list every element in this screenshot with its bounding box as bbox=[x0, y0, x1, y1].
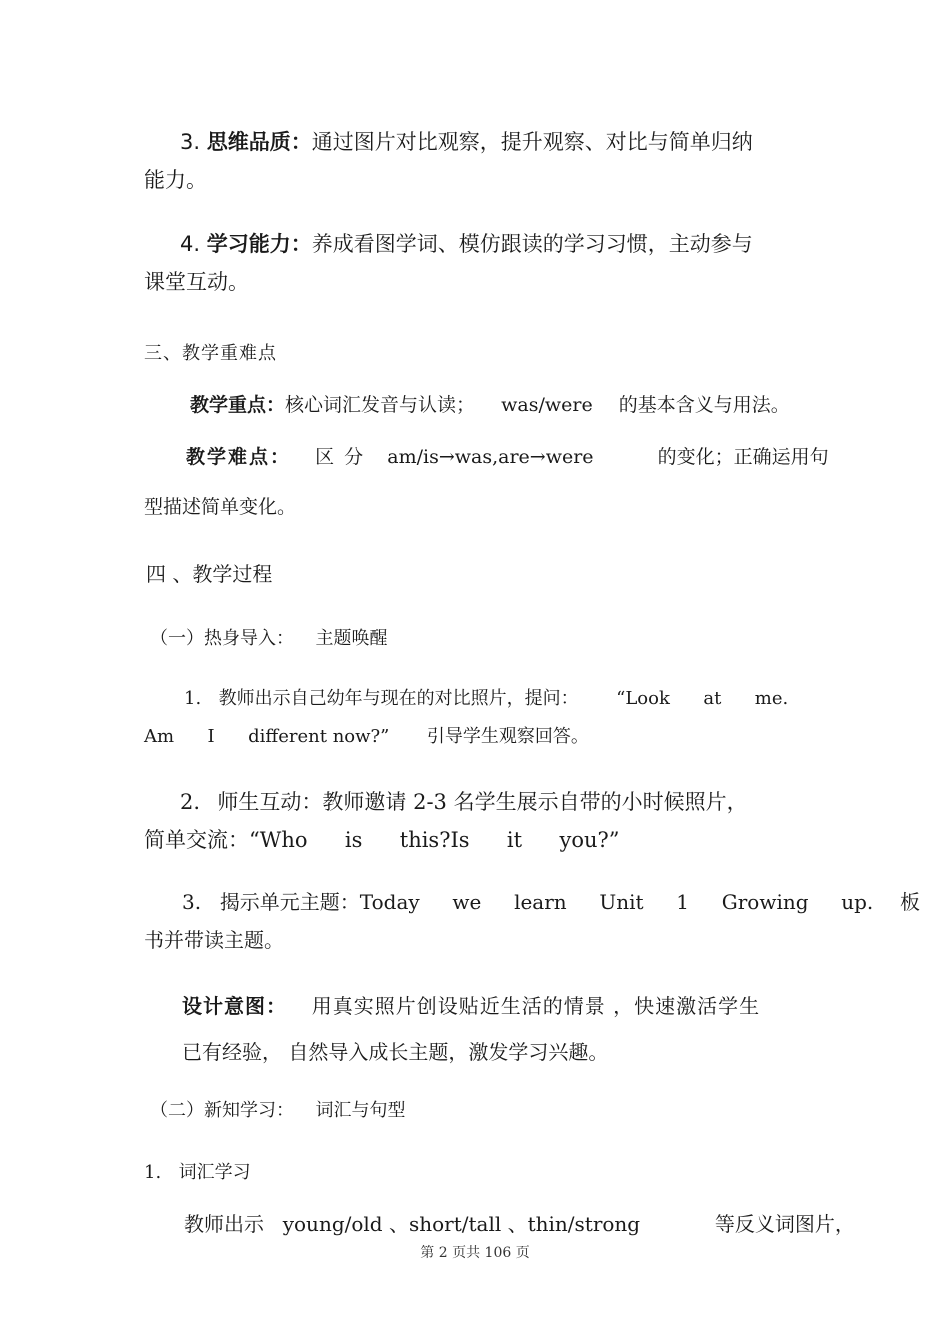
key-point-text1: 核心词汇发音与认读； bbox=[285, 394, 476, 416]
difficult-point-label: 教学难点： bbox=[186, 446, 292, 468]
step1-continuation bbox=[144, 722, 589, 748]
vocab-number: 1. bbox=[144, 1162, 162, 1183]
item3-line bbox=[180, 126, 753, 156]
design-intent-continuation: 已有经验， 自然导入成长主题，激发学习兴趣。 bbox=[182, 1040, 609, 1064]
item4-text: 养成看图学词、模仿跟读的学习习惯，主动参与 bbox=[311, 232, 753, 256]
difficult-point-text1: 区 分 bbox=[315, 446, 366, 468]
step2-line bbox=[180, 786, 748, 816]
key-point-text2: was/were bbox=[501, 394, 593, 416]
step2-cont3: this?Is bbox=[399, 828, 470, 852]
key-point-label: 教学重点： bbox=[190, 394, 286, 416]
step3-line bbox=[182, 886, 920, 915]
step1-q4: Am bbox=[144, 726, 175, 747]
step3-w3: learn bbox=[514, 890, 567, 914]
vocab-text3: 等反义词图片， bbox=[714, 1212, 855, 1236]
step2-cont5: you?” bbox=[559, 828, 620, 852]
item3-continuation: 能力。 bbox=[144, 168, 207, 192]
vocab-title: 词汇学习 bbox=[178, 1162, 251, 1183]
section3-heading: 三、教学重难点 bbox=[144, 343, 277, 364]
step2-text: 师生互动：教师邀请 2-3 名学生展示自带的小时候照片， bbox=[217, 790, 748, 814]
step1-number: 1. bbox=[184, 688, 202, 709]
step1-q6: different bbox=[248, 726, 327, 747]
design-intent-text: 用真实照片创设贴近生活的情景 ，快速激活学生 bbox=[311, 994, 761, 1018]
step1-q2: at bbox=[703, 688, 722, 709]
item3-number: 3. bbox=[180, 130, 201, 154]
item4-line bbox=[180, 228, 753, 258]
key-point-text3: 的基本含义与用法。 bbox=[618, 394, 790, 416]
item3-label: 思维品质： bbox=[206, 130, 312, 154]
item4-label: 学习能力： bbox=[206, 232, 312, 256]
step2-continuation bbox=[144, 824, 619, 854]
difficult-point-continuation: 型描述简单变化。 bbox=[144, 496, 297, 518]
step3-w7: up. bbox=[841, 890, 874, 914]
step1-q3: me. bbox=[754, 688, 789, 709]
item3-text: 通过图片对比观察，提升观察、对比与简单归纳 bbox=[311, 130, 753, 154]
step3-w8: 板 bbox=[900, 890, 921, 914]
step1-line bbox=[184, 684, 800, 710]
step3-w5: 1 bbox=[676, 890, 690, 914]
sub1-heading bbox=[150, 624, 387, 650]
step2-number: 2. bbox=[180, 790, 201, 814]
vocab-text1: 教师出示 bbox=[184, 1212, 264, 1236]
step1-q1: “Look bbox=[616, 688, 670, 709]
difficult-point-text3: 的变化；正确运用句 bbox=[657, 446, 829, 468]
step2-cont1: 简单交流：“Who bbox=[144, 828, 308, 852]
step1-q7: now?” bbox=[332, 726, 390, 747]
page-footer: 第 2 页共 106 页 bbox=[420, 1245, 530, 1261]
design-intent-line bbox=[182, 990, 760, 1019]
step3-w2: we bbox=[452, 890, 482, 914]
vocab-text2: young/old 、short/tall 、thin/strong bbox=[282, 1212, 641, 1236]
item4-continuation: 课堂互动。 bbox=[144, 270, 249, 294]
sub2-heading bbox=[150, 1096, 405, 1122]
key-point-line bbox=[190, 390, 790, 417]
step1-q5: I bbox=[207, 726, 215, 747]
sub1-title: （一）热身导入： bbox=[150, 628, 294, 649]
step1-text: 教师出示自己幼年与现在的对比照片，提问： bbox=[218, 688, 579, 709]
section4-heading: 四 、教学过程 bbox=[146, 562, 273, 586]
vocab-line bbox=[184, 1208, 855, 1237]
step3-w4: Unit bbox=[599, 890, 644, 914]
item4-number: 4. bbox=[180, 232, 201, 256]
sub2-title: （二）新知学习： bbox=[150, 1100, 294, 1121]
step3-w6: Growing bbox=[721, 890, 809, 914]
difficult-point-line bbox=[186, 442, 829, 469]
step2-cont4: it bbox=[506, 828, 523, 852]
vocab-heading bbox=[144, 1158, 251, 1184]
step3-w1: 揭示单元主题：Today bbox=[219, 890, 420, 914]
step1-tail: 引导学生观察回答。 bbox=[426, 726, 589, 747]
step2-cont2: is bbox=[344, 828, 363, 852]
step3-continuation: 书并带读主题。 bbox=[144, 928, 284, 952]
sub1-subtitle: 主题唤醒 bbox=[315, 628, 388, 649]
design-intent-label: 设计意图： bbox=[182, 994, 287, 1018]
step3-number: 3. bbox=[182, 890, 202, 914]
difficult-point-text2: am/is→was,are→were bbox=[387, 446, 594, 468]
sub2-subtitle: 词汇与句型 bbox=[315, 1100, 406, 1121]
